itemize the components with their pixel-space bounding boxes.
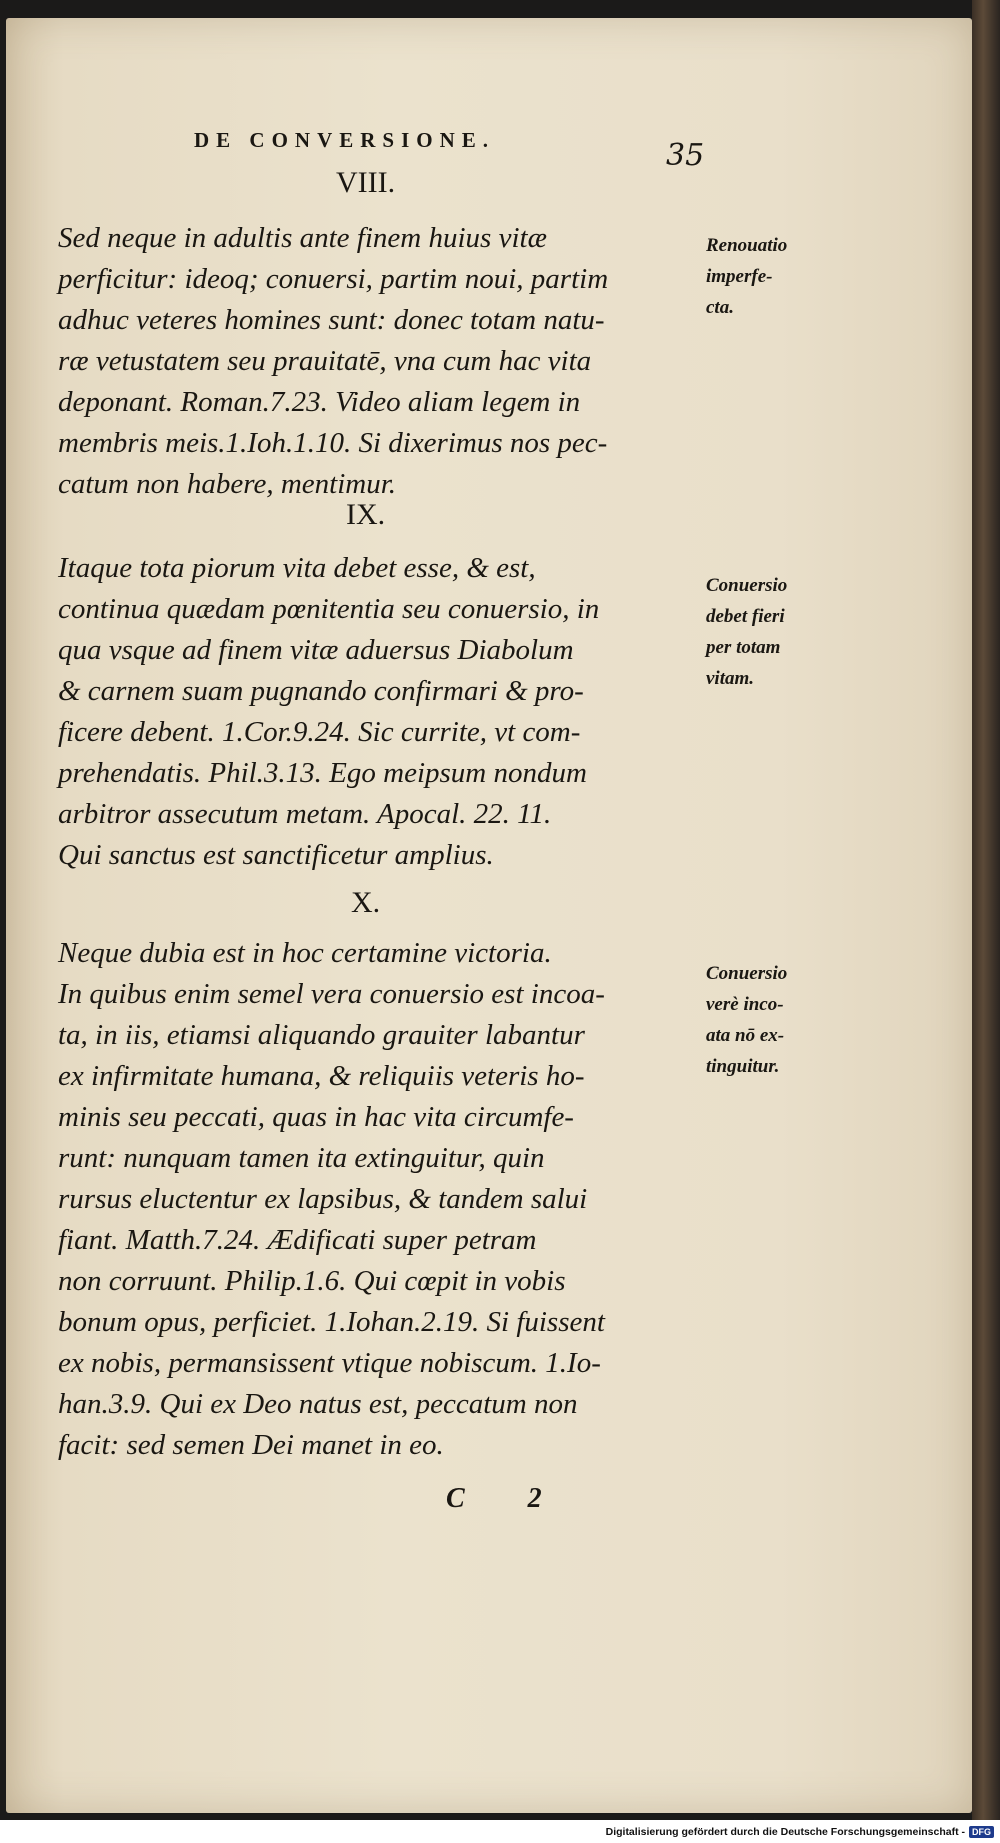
margin-note-line: Conuersio	[706, 575, 788, 596]
margin-note-line: cta.	[706, 297, 734, 318]
text-line: perficitur: ideoq; conuersi, partim noui, partim	[58, 263, 609, 295]
margin-note-ix	[706, 570, 866, 694]
text-line: Sed neque in adultis ante finem huius vitæ	[58, 222, 547, 254]
dfg-logo-icon: DFG	[969, 1826, 994, 1838]
margin-note-line: imperfe-	[706, 266, 773, 287]
margin-note-line: tinguitur.	[706, 1056, 780, 1077]
text-line: qua vsque ad finem vitæ aduersus Diabolum	[58, 634, 574, 666]
text-line: & carnem suam pugnando confirmari & pro-	[58, 675, 584, 707]
signature-mark: C 2	[446, 1483, 570, 1514]
text-line: In quibus enim semel vera conuersio est incoa-	[58, 978, 605, 1010]
text-line: minis seu peccati, quas in hac vita circumfe-	[58, 1101, 574, 1133]
margin-note-line: debet fieri	[706, 606, 785, 627]
margin-note-line: vitam.	[706, 668, 755, 689]
margin-note-x	[706, 958, 866, 1082]
text-line: runt: nunquam tamen ita extinguitur, quin	[58, 1142, 545, 1174]
section-number-ix: IX.	[346, 498, 386, 531]
page-number: 35	[666, 138, 705, 173]
book-page	[6, 18, 972, 1813]
text-line: catum non habere, mentimur.	[58, 468, 397, 500]
text-line: arbitror assecutum metam. Apocal. 22. 11.	[58, 798, 552, 830]
text-line: bonum opus, perficiet. 1.Iohan.2.19. Si fuissent	[58, 1306, 605, 1338]
margin-note-line: Conuersio	[706, 963, 788, 984]
running-head: DE CONVERSIONE.	[194, 128, 496, 152]
section-ix-text	[58, 548, 698, 876]
section-number-x: X.	[351, 886, 381, 919]
text-line: membris meis.1.Ioh.1.10. Si dixerimus nos pec-	[58, 427, 608, 459]
text-line: ta, in iis, etiamsi aliquando grauiter labantur	[58, 1019, 585, 1051]
text-line: Qui sanctus est sanctificetur amplius.	[58, 839, 494, 871]
text-line: ex nobis, permansissent vtique nobiscum. 1.Io-	[58, 1347, 601, 1379]
text-line: deponant. Roman.7.23. Video aliam legem in	[58, 386, 581, 418]
text-line: Itaque tota piorum vita debet esse, & est,	[58, 552, 536, 584]
text-line: adhuc veteres homines sunt: donec totam natu-	[58, 304, 605, 336]
text-line: facit: sed semen Dei manet in eo.	[58, 1429, 444, 1461]
text-line: ex infirmitate humana, & reliquiis veteris ho-	[58, 1060, 585, 1092]
text-line: han.3.9. Qui ex Deo natus est, peccatum non	[58, 1388, 578, 1420]
text-line: ficere debent. 1.Cor.9.24. Sic currite, vt com-	[58, 716, 581, 748]
margin-note-line: Renouatio	[706, 235, 788, 256]
text-line: prehendatis. Phil.3.13. Ego meipsum nondum	[58, 757, 587, 789]
text-line: continua quædam pœnitentia seu conuersio, in	[58, 593, 600, 625]
section-viii-text	[58, 218, 698, 505]
text-line: Neque dubia est in hoc certamine victoria.	[58, 937, 552, 969]
text-line: non corruunt. Philip.1.6. Qui cœpit in vobis	[58, 1265, 566, 1297]
digitization-footer	[0, 1820, 1000, 1843]
text-line: fiant. Matth.7.24. Ædificati super petram	[58, 1224, 537, 1256]
margin-note-line: verè inco-	[706, 994, 784, 1015]
text-line: ræ vetustatem seu prauitatē, vna cum hac vita	[58, 345, 592, 377]
footer-credit: Digitalisierung gefördert durch die Deutsche Forschungsgemeinschaft -	[605, 1825, 965, 1838]
section-number-viii: VIII.	[336, 166, 396, 199]
margin-note-viii	[706, 230, 866, 323]
margin-note-line: ata nō ex-	[706, 1025, 785, 1046]
text-line: rursus eluctentur ex lapsibus, & tandem salui	[58, 1183, 588, 1215]
margin-note-line: per totam	[706, 637, 781, 658]
section-x-text	[58, 933, 698, 1466]
book-edge	[972, 0, 1000, 1820]
